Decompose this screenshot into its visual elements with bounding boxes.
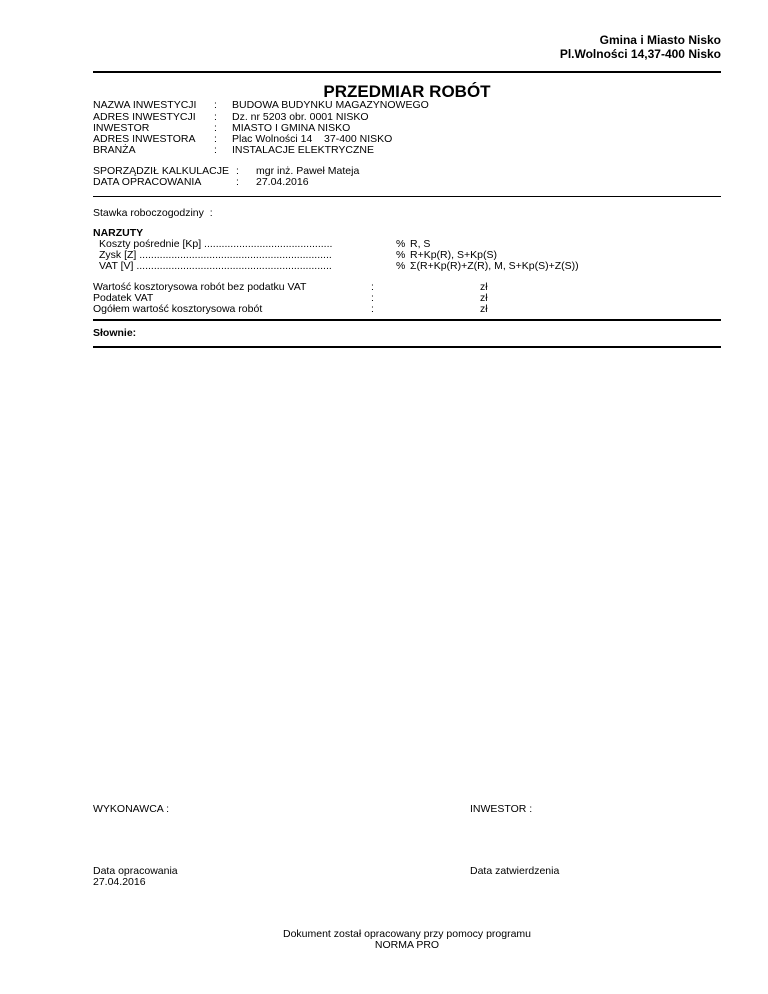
surcharge-pct: % <box>396 260 406 272</box>
total-unit: zł <box>480 292 488 304</box>
info-value: Dz. nr 5203 obr. 0001 NISKO <box>232 111 369 123</box>
total-label: Ogółem wartość kosztorysowa robót <box>93 303 263 315</box>
contractor-label: WYKONAWCA : <box>93 803 170 815</box>
info-label: ADRES INWESTYCJI <box>93 111 196 123</box>
surcharge-formula: R, S <box>410 238 431 250</box>
total-unit: zł <box>480 303 488 315</box>
surcharge-label: Zysk [Z] .................................................................. <box>99 249 332 261</box>
divider <box>93 346 721 348</box>
info-sep: : <box>214 133 217 145</box>
surcharge-formula: Σ(R+Kp(R)+Z(R), M, S+Kp(S)+Z(S)) <box>410 260 579 272</box>
prepared-label: DATA OPRACOWANIA <box>93 176 202 188</box>
info-label: ADRES INWESTORA <box>93 133 196 145</box>
total-unit: zł <box>480 281 488 293</box>
info-sep: : <box>214 111 217 123</box>
prepared-value: 27.04.2016 <box>256 176 309 188</box>
surcharge-label: VAT [V] ................................................................... <box>99 260 332 272</box>
total-label: Wartość kosztorysowa robót bez podatku VAT <box>93 281 307 293</box>
info-label: INWESTOR <box>93 122 150 134</box>
in-words-label: Słownie: <box>93 327 137 339</box>
surcharges-heading: NARZUTY <box>93 227 144 239</box>
surcharge-pct: % <box>396 238 406 250</box>
info-sep: : <box>214 122 217 134</box>
org-address: Pl.Wolności 14,37-400 Nisko <box>559 47 721 61</box>
info-value: BUDOWA BUDYNKU MAGAZYNOWEGO <box>232 99 429 111</box>
prepared-sep: : <box>236 165 239 177</box>
info-value: Plac Wolności 14 37-400 NISKO <box>232 133 393 145</box>
footer-line-2: NORMA PRO <box>374 939 440 951</box>
surcharge-formula: R+Kp(R), S+Kp(S) <box>410 249 497 261</box>
investor-label: INWESTOR : <box>470 803 533 815</box>
prep-date-label: Data opracowania <box>93 865 178 877</box>
page-title: PRZEDMIAR ROBÓT <box>323 82 491 101</box>
info-value: INSTALACJE ELEKTRYCZNE <box>232 144 374 156</box>
total-label: Podatek VAT <box>93 292 154 304</box>
info-label: NAZWA INWESTYCJI <box>93 99 197 111</box>
divider <box>93 319 721 321</box>
total-sep: : <box>371 281 374 293</box>
prep-date-value: 27.04.2016 <box>93 876 146 888</box>
header-divider <box>93 71 721 73</box>
info-sep: : <box>214 99 217 111</box>
prepared-label: SPORZĄDZIŁ KALKULACJE <box>93 165 229 177</box>
surcharge-pct: % <box>396 249 406 261</box>
info-sep: : <box>214 144 217 156</box>
labor-rate: Stawka roboczogodziny : <box>93 207 213 219</box>
surcharge-label: Koszty pośrednie [Kp] ............................................ <box>99 238 333 250</box>
info-label: BRANŻA <box>93 144 136 156</box>
org-name: Gmina i Miasto Nisko <box>599 33 721 47</box>
info-row <box>93 99 196 111</box>
prepared-sep: : <box>236 176 239 188</box>
info-value: MIASTO I GMINA NISKO <box>232 122 351 134</box>
approval-date-label: Data zatwierdzenia <box>470 865 560 877</box>
divider <box>93 196 721 197</box>
total-sep: : <box>371 292 374 304</box>
total-sep: : <box>371 303 374 315</box>
footer-line-1: Dokument został opracowany przy pomocy programu <box>282 928 532 940</box>
prepared-value: mgr inż. Paweł Mateja <box>256 165 360 177</box>
